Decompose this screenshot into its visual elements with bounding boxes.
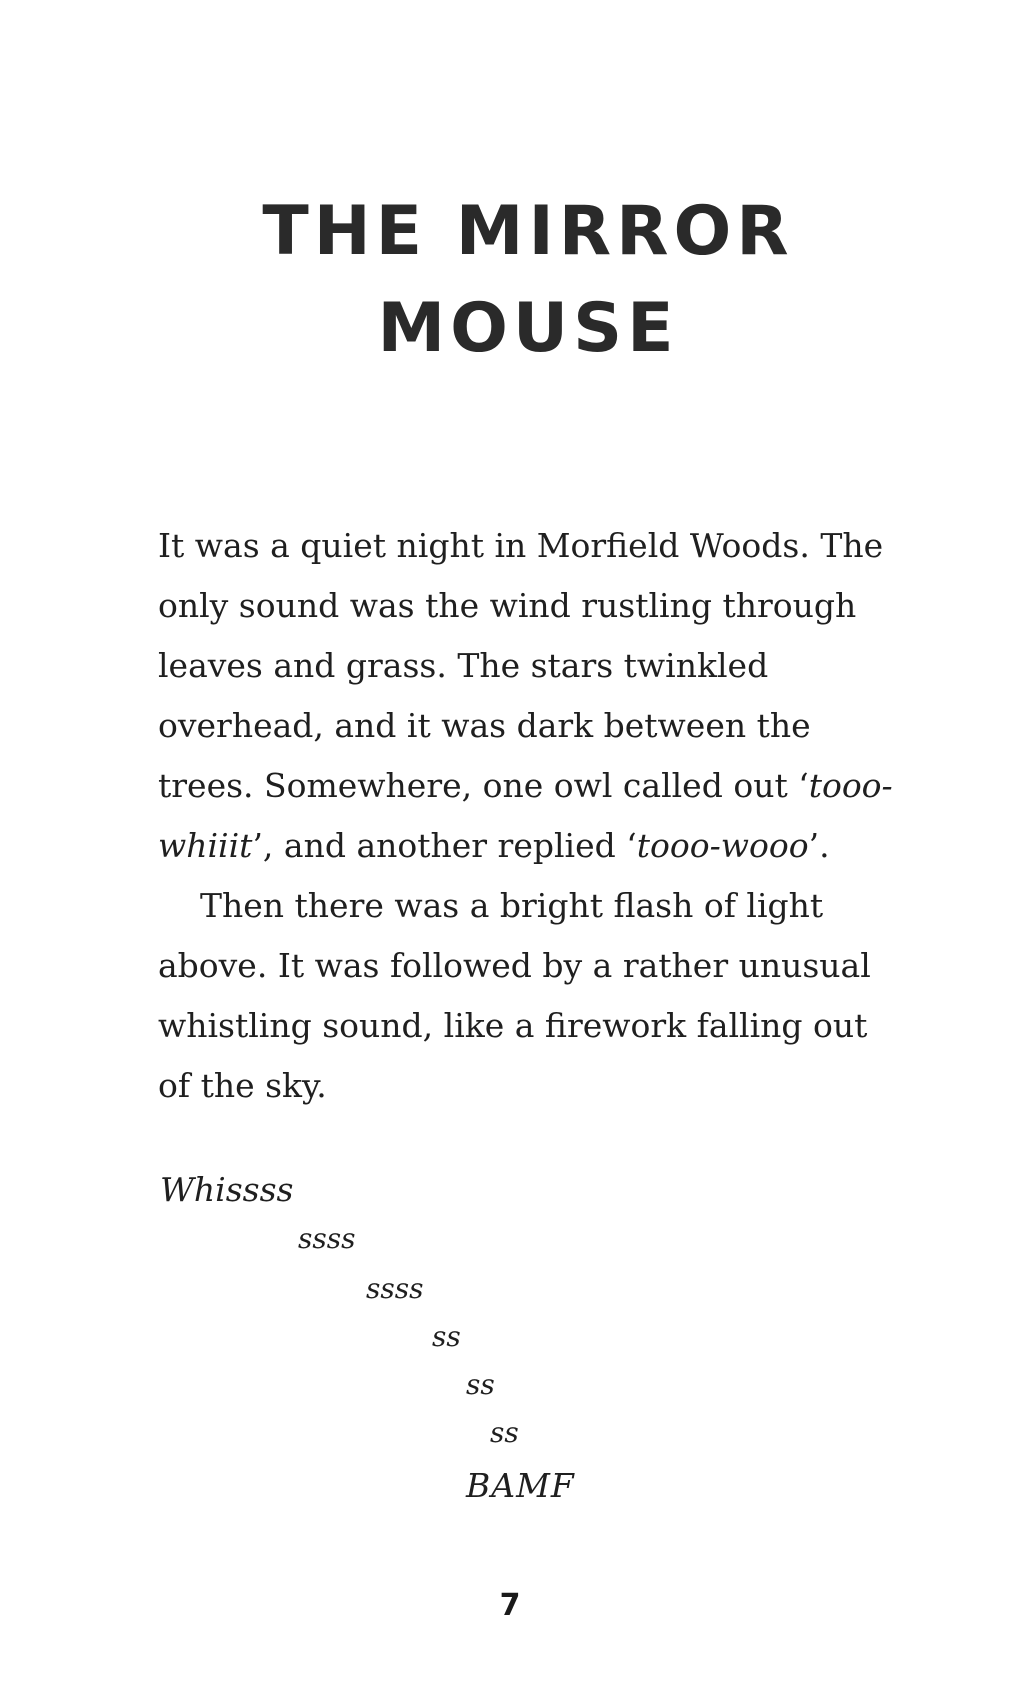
sound-effect-trail: ss [466, 1368, 495, 1401]
text-line [158, 756, 918, 816]
sound-effect-trail: ssss [366, 1272, 424, 1305]
text-line: of the sky. [158, 1066, 327, 1105]
text-span: ’, and another replied ‘ [252, 826, 637, 865]
chapter-title-line-2: MOUSE [377, 289, 679, 368]
owl-call-1a: tooo- [808, 766, 893, 805]
sound-effect-whoosh: Whissss [160, 1170, 294, 1209]
owl-call-1b: whiiit [158, 826, 253, 865]
text-line [158, 816, 918, 876]
text-line: It was a quiet night in Morfield Woods. The [158, 526, 884, 565]
owl-call-2: tooo-wooo [636, 826, 809, 865]
chapter-body [158, 516, 918, 1116]
sound-effect-trail: ss [432, 1320, 461, 1353]
page-number: 7 [499, 1588, 521, 1623]
text-line: whistling sound, like a firework falling out [158, 1006, 868, 1045]
text-line: above. It was followed by a rather unusual [158, 946, 871, 985]
chapter-title-line-1: THE MIRROR [262, 192, 794, 271]
sound-effect-trail: ss [490, 1416, 519, 1449]
sound-effect-trail: ssss [298, 1222, 356, 1255]
text-line: leaves and grass. The stars twinkled [158, 646, 769, 685]
text-span: trees. Somewhere, one owl called out ‘ [158, 766, 809, 805]
text-span: ’. [808, 826, 830, 865]
text-line: only sound was the wind rustling through [158, 586, 857, 625]
sound-effect-impact: BAMF [466, 1466, 575, 1505]
text-line: overhead, and it was dark between the [158, 706, 811, 745]
text-line: Then there was a bright flash of light [200, 886, 824, 925]
